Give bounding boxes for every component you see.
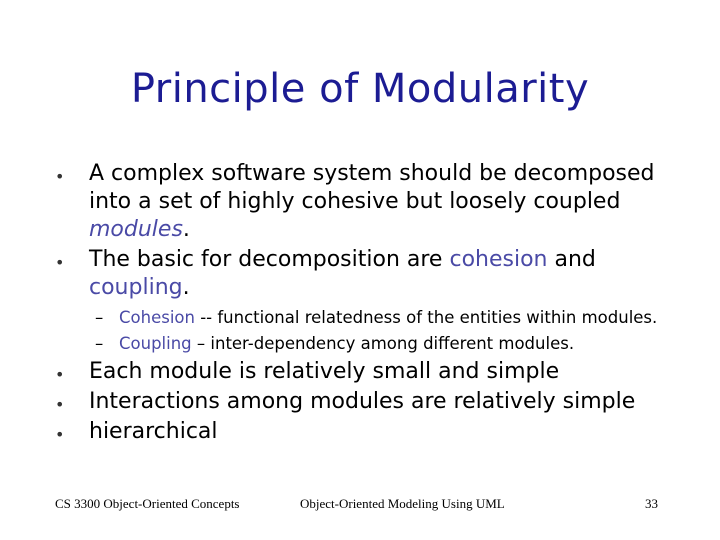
bullet-emphasis: modules (89, 217, 183, 242)
sub-bullet-item (55, 308, 675, 328)
bullet-text: and (547, 247, 596, 272)
dash-icon: – (95, 334, 104, 353)
bullet-text: Each module is relatively small and simple (89, 359, 560, 384)
sub-bullet-text: – inter-dependency among different modules. (191, 334, 575, 353)
bullet-dot-icon: • (55, 365, 65, 384)
dash-icon: – (95, 308, 104, 327)
bullet-dot-icon: • (55, 425, 65, 444)
bullet-item (55, 388, 675, 416)
bullet-dot-icon: • (55, 253, 65, 272)
footer-course: CS 3300 Object-Oriented Concepts (55, 496, 240, 511)
bullet-text: hierarchical (89, 419, 218, 444)
bullet-item (55, 418, 675, 446)
bullet-dot-icon: • (55, 395, 65, 414)
sub-bullet-term: Coupling (119, 334, 192, 353)
bullet-text: . (182, 275, 190, 300)
bullet-item (55, 358, 675, 386)
bullet-text: The basic for decomposition are (89, 247, 450, 272)
sub-bullet-text: -- functional relatedness of the entities within modules. (194, 308, 658, 327)
footer-topic: Object-Oriented Modeling Using UML (300, 496, 505, 511)
bullet-text: Interactions among modules are relatively simple (89, 389, 636, 414)
bullet-emphasis: cohesion (449, 247, 548, 272)
slide-title: Principle of Modularity (130, 66, 590, 112)
footer-page-number: 33 (645, 496, 658, 511)
bullet-item (55, 246, 675, 302)
bullet-dot-icon: • (55, 167, 65, 186)
bullet-emphasis: coupling (89, 275, 183, 300)
sub-bullet-term: Cohesion (119, 308, 195, 327)
sub-bullet-item (55, 334, 675, 354)
bullet-item (55, 160, 675, 244)
bullet-text: . (182, 217, 190, 242)
bullet-list (55, 160, 675, 448)
bullet-text: A complex software system should be decomposed into a set of highly cohesive but loosely coupled (89, 161, 655, 214)
